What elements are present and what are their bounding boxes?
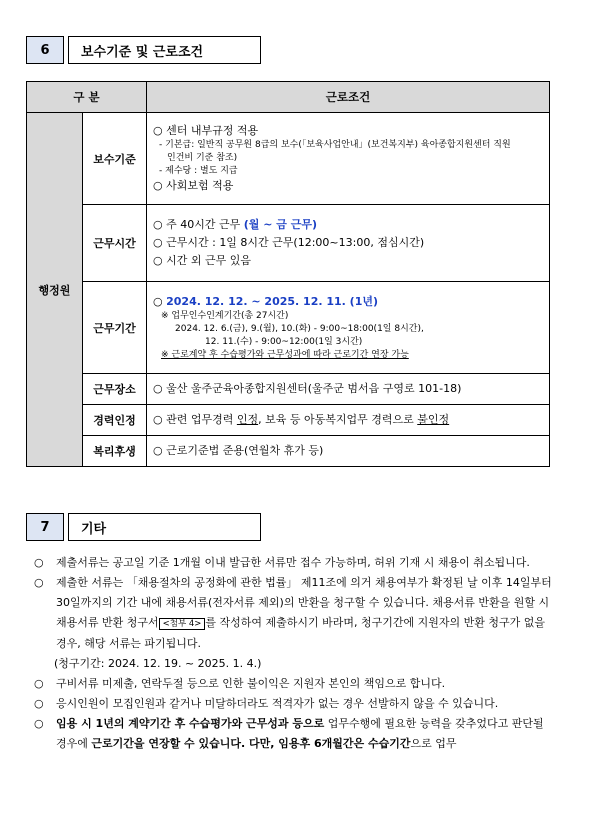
row-label-welfare: 복리후생 [83,436,147,467]
table-row [27,282,550,374]
note-text: 를 작성하여 제출하시기 바라며, 청구기간에 지원자의 반환 청구가 없을 경우, 해당 서류는 파기됩니다. [56,616,546,650]
welfare-conditions: ○ 근로기준법 준용(연월차 휴가 등) [147,436,550,467]
pay-line: 인건비 기준 참조) [167,153,238,163]
conditions-table [26,81,550,467]
period-line: ※ 근로계약 후 수습평가와 근무성과에 따라 근로기간 연장 가능 [161,349,409,360]
list-item [34,714,554,754]
section-number: 7 [26,513,64,541]
section-title: 기타 [68,513,261,541]
table-row [27,405,550,436]
table-header-row [27,82,550,113]
notes-list [34,553,554,754]
career-text: 불인정 [417,413,450,426]
row-label-career: 경력인정 [83,405,147,436]
section-title: 보수기준 및 근로조건 [68,36,261,64]
bullet-icon: ○ [34,677,44,690]
row-label-period: 근무기간 [83,282,147,374]
note-text: 으로 업무 [410,737,457,750]
bullet-icon: ○ [34,576,44,589]
place-conditions: ○ 울산 울주군육아종합지원센터(울주군 범서읍 구영로 101-18) [147,374,550,405]
pay-line: - 기본급: 일반직 공무원 8급의 보수(「보육사업안내」(보건복지부) 육아종합지원센터 직원 [159,140,511,150]
list-item [34,553,554,573]
career-conditions [147,405,550,436]
bullet-icon: ○ [34,717,44,730]
hours-line: ○ 시간 외 근무 있음 [153,254,251,267]
pay-line: ○ 사회보험 적용 [153,179,234,192]
note-text: 제출서류는 공고일 기준 1개월 이내 발급한 서류만 접수 가능하며, 허위 기재 시 채용이 취소됩니다. [56,556,530,569]
career-text: 인정 [236,413,259,426]
row-label-pay: 보수기준 [83,113,147,205]
bullet-icon: ○ [34,556,44,569]
note-text: (청구기간: 2024. 12. 19. ~ 2025. 1. 4.) [54,657,262,670]
table-row [27,113,550,205]
list-item [34,573,554,674]
hours-conditions [147,205,550,282]
period-conditions [147,282,550,374]
hours-days: (월 ~ 금 근무) [243,218,317,231]
attachment-box: <첨부 4> [159,618,206,630]
career-text: , 보육 등 아동복지업무 경력으로 [258,413,418,426]
note-text: 제출한 서류는 「채용절차의 공정화에 관한 법률」 제11조에 의거 채용여부가 확정된 날 이후 14일부터 30일까지의 기간 내에 채용서류(전자서류 제외)의 반환을 청구할 수 있습니다. 채용서류 반환을 원할 시 채용서류 반환 청구서 [56,576,552,629]
section-number: 6 [26,36,64,64]
table-row [27,374,550,405]
section-6-header [26,36,261,64]
header-conditions: 근로조건 [147,82,550,113]
period-line: 12. 11.(수) - 9:00~12:00(1일 3시간) [205,336,363,347]
row-label-place: 근무장소 [83,374,147,405]
period-line [153,294,543,310]
bullet-icon: ○ [34,697,44,710]
list-item [34,694,554,714]
note-text: 구비서류 미제출, 연락두절 등으로 인한 불이익은 지원자 본인의 책임으로 합니다. [56,677,446,690]
pay-conditions [147,113,550,205]
note-text: 근로기간을 연장할 수 있습니다. 다만, 임용후 6개월간은 수습기간 [91,737,411,750]
hours-line: ○ 근무시간 : 1일 8시간 근무(12:00~13:00, 점심시간) [153,236,425,249]
period-line: 2024. 12. 6.(금), 9.(월), 10.(화) - 9:00~18:00(1일 8시간), [175,323,424,334]
table-row [27,205,550,282]
section-7-header [26,513,261,541]
note-text: 업무수행에 필요한 능력을 갖추었다고 판단될 경우에 [56,717,544,750]
pay-line: ○ 센터 내부규정 적용 [153,124,259,137]
period-dates: 2024. 12. 12. ~ 2025. 12. 11. (1년) [166,294,379,308]
category-cell: 행정원 [27,113,83,467]
period-bullet: ○ [153,294,167,308]
row-label-hours: 근무시간 [83,205,147,282]
header-category: 구 분 [27,82,147,113]
period-line: ※ 업무인수인계기간(총 27시간) [161,310,289,321]
table-row [27,436,550,467]
pay-line: - 제수당 : 별도 지급 [159,166,238,176]
list-item [34,674,554,694]
note-text: 임용 시 1년의 계약기간 후 수습평가와 근무성과 등으로 [56,717,325,730]
hours-text: ○ 주 40시간 근무 [153,218,244,231]
hours-line [153,216,543,234]
note-text: 응시인원이 모집인원과 같거나 미달하더라도 적격자가 없는 경우 선발하지 않을 수 있습니다. [56,697,499,710]
career-text: ○ 관련 업무경력 [153,413,237,426]
